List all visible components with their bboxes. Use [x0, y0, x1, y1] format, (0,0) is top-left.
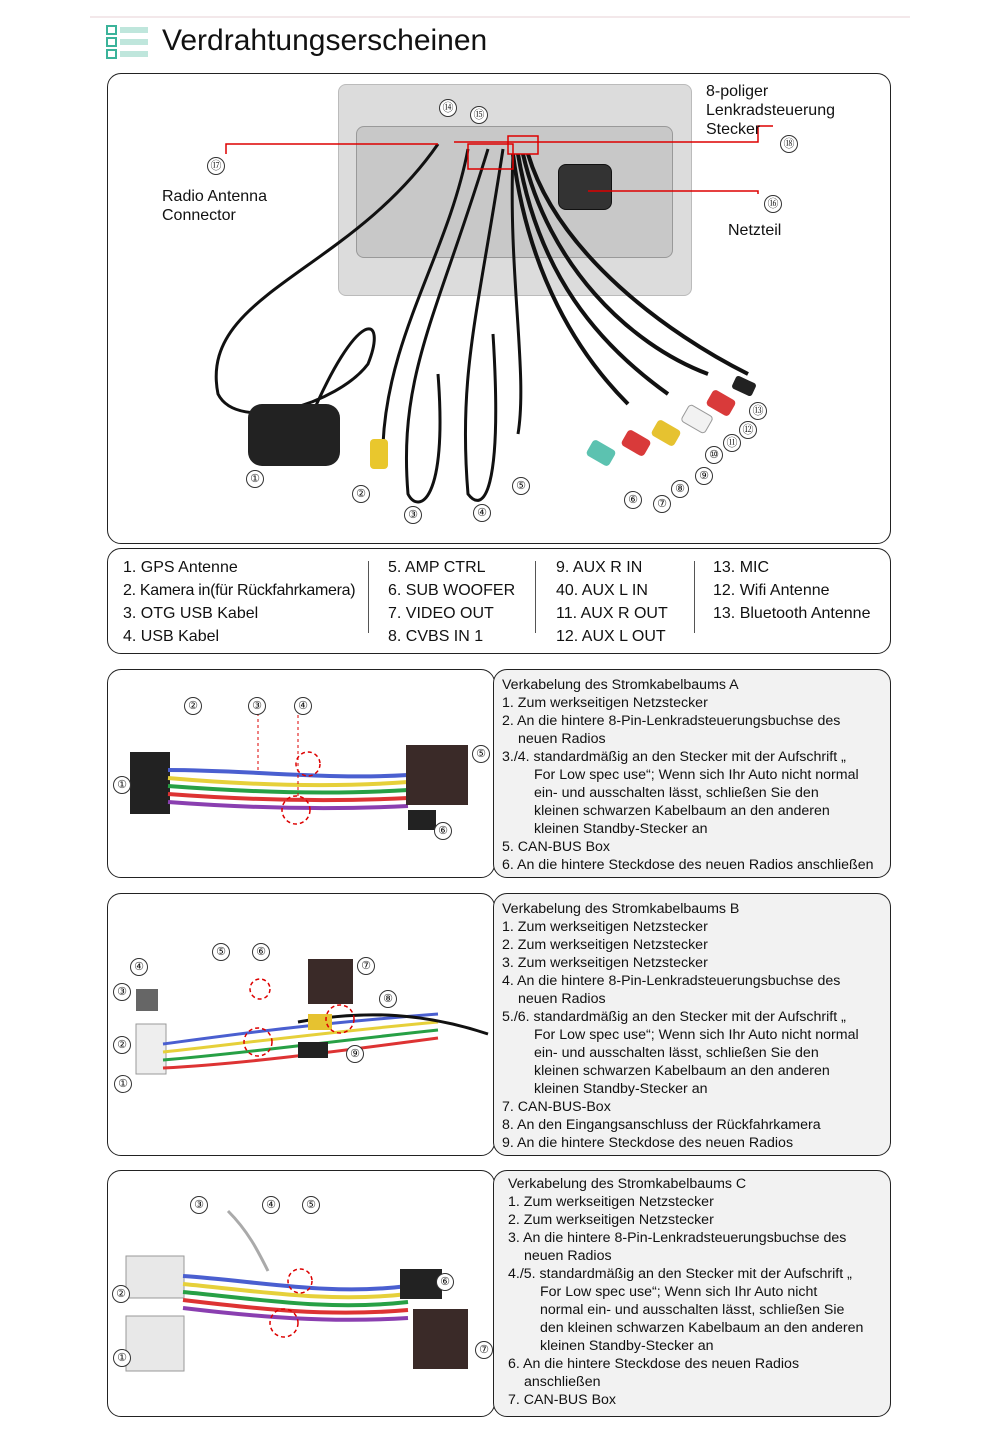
callout-11: ⑪: [723, 434, 741, 452]
harness-c-callout-5: ⑤: [302, 1196, 320, 1214]
harness-b-title: Verkabelung des Stromkabelbaums B: [502, 901, 740, 917]
callout-3: ③: [404, 506, 422, 524]
harness-b-line: 5./6. standardmäßig an den Stecker mit der Aufschrift „: [502, 1009, 846, 1025]
harness-b-image-panel: [107, 893, 495, 1156]
harness-c-line: 2. Zum werkseitigen Netzstecker: [508, 1212, 714, 1228]
legend-item: 12. Wifi Antenne: [713, 582, 830, 599]
callout-2: ②: [352, 485, 370, 503]
callout-7: ⑦: [653, 495, 671, 513]
harness-a-line: ein- und ausschalten lässt, schließen Sie den: [534, 785, 819, 801]
harness-c-description: [508, 1175, 863, 1409]
harness-c-line: normal ein- und ausschalten lässt, schließen Sie: [540, 1302, 845, 1318]
legend-divider: [535, 561, 536, 633]
label-radio-antenna: Radio Antenna Connector: [162, 188, 267, 224]
harness-c-callout-2: ②: [112, 1285, 130, 1303]
label-power: Netzteil: [728, 222, 782, 239]
list-icon: [106, 24, 150, 60]
harness-a-line: 3./4. standardmäßig an den Stecker mit der Aufschrift „: [502, 749, 846, 765]
harness-b-line: neuen Radios: [518, 991, 606, 1007]
legend-panel: [107, 548, 891, 654]
harness-c-callout-3: ③: [190, 1196, 208, 1214]
harness-a-callout-6: ⑥: [434, 822, 452, 840]
harness-a-callout-4: ④: [294, 697, 312, 715]
harness-b-callout-1: ①: [114, 1075, 132, 1093]
rca-plug-yellow: [370, 439, 388, 469]
harness-a-line: 5. CAN-BUS Box: [502, 839, 611, 855]
harness-c-line: For Low spec use“; Wenn sich Ihr Auto nicht: [540, 1284, 818, 1300]
harness-a-image-panel: [107, 669, 495, 878]
harness-c-line: 7. CAN-BUS Box: [508, 1392, 617, 1408]
callout-6: ⑥: [624, 491, 642, 509]
harness-b-line: kleinen schwarzen Kabelbaum an den anderen: [534, 1063, 830, 1079]
wiring-overview-panel: [107, 73, 891, 544]
harness-a-line: 1. Zum werkseitigen Netzstecker: [502, 695, 708, 711]
header-divider: [90, 16, 910, 18]
callout-14: ⑭: [439, 99, 457, 117]
callout-13: ⑬: [749, 402, 767, 420]
harness-b-callout-4: ④: [130, 958, 148, 976]
harness-c-callout-1: ①: [113, 1349, 131, 1367]
harness-b-callout-9: ⑨: [346, 1045, 364, 1063]
harness-a-callout-1: ①: [113, 776, 131, 794]
harness-a-callout-2: ②: [184, 697, 202, 715]
legend-item: 40. AUX L IN: [556, 582, 648, 599]
harness-a-title: Verkabelung des Stromkabelbaums A: [502, 677, 739, 693]
harness-c-callout-6: ⑥: [436, 1273, 454, 1291]
callout-18: ⑱: [780, 135, 798, 153]
harness-a-text-panel: [493, 669, 891, 878]
harness-a-line: kleinen schwarzen Kabelbaum an den anderen: [534, 803, 830, 819]
harness-b-callout-5: ⑤: [212, 943, 230, 961]
harness-c-line: kleinen Standby-Stecker an: [540, 1338, 714, 1354]
harness-b-line: 9. An die hintere Steckdose des neuen Radios: [502, 1135, 794, 1151]
harness-b-line: 8. An den Eingangsanschluss der Rückfahrkamera: [502, 1117, 821, 1133]
harness-b-text-panel: [493, 893, 891, 1156]
legend-item: 1. GPS Antenne: [123, 559, 238, 576]
harness-b-callout-6: ⑥: [252, 943, 270, 961]
gps-antenna-image: [248, 404, 340, 466]
harness-b-line: ein- und ausschalten lässt, schließen Sie den: [534, 1045, 819, 1061]
harness-b-line: 3. Zum werkseitigen Netzstecker: [502, 955, 708, 971]
callout-5: ⑤: [512, 477, 530, 495]
harness-b-line: 7. CAN-BUS-Box: [502, 1099, 611, 1115]
harness-b-line: 4. An die hintere 8-Pin-Lenkradsteuerungsbuchse des: [502, 973, 841, 989]
legend-item: 5. AMP CTRL: [388, 559, 486, 576]
harness-b-callout-3: ③: [113, 983, 131, 1001]
legend-divider: [368, 561, 369, 633]
callout-8: ⑧: [671, 480, 689, 498]
harness-b-drawing: [108, 894, 494, 1155]
harness-a-line: kleinen Standby-Stecker an: [534, 821, 708, 837]
harness-c-drawing: [108, 1171, 494, 1416]
harness-b-callout-8: ⑧: [379, 990, 397, 1008]
harness-a-callout-3: ③: [248, 697, 266, 715]
legend-item: 11. AUX R OUT: [556, 605, 668, 622]
harness-c-image-panel: [107, 1170, 495, 1417]
legend-item: 9. AUX R IN: [556, 559, 643, 576]
harness-b-line: 2. Zum werkseitigen Netzstecker: [502, 937, 708, 953]
harness-c-callout-4: ④: [262, 1196, 280, 1214]
harness-c-line: neuen Radios: [524, 1248, 612, 1264]
harness-c-line: 1. Zum werkseitigen Netzstecker: [508, 1194, 714, 1210]
legend-item: 13. MIC: [713, 559, 770, 576]
legend-item: 13. Bluetooth Antenne: [713, 605, 871, 622]
page-title: Verdrahtungserscheinen: [162, 24, 488, 57]
harness-a-line: neuen Radios: [518, 731, 606, 747]
legend-item: 2. Kamera in(für Rückfahrkamera): [123, 582, 356, 599]
legend-item: 6. SUB WOOFER: [388, 582, 516, 599]
harness-a-description: [502, 676, 874, 874]
harness-b-description: [502, 900, 859, 1152]
harness-a-callout-5: ⑤: [472, 745, 490, 763]
harness-c-callout-7: ⑦: [475, 1341, 493, 1359]
callout-4: ④: [473, 504, 491, 522]
callout-12: ⑫: [739, 421, 757, 439]
callout-10: ⑩: [705, 446, 723, 464]
harness-c-line: anschließen: [524, 1374, 601, 1390]
harness-c-line: 6. An die hintere Steckdose des neuen Radios: [508, 1356, 800, 1372]
callout-16: ⑯: [764, 195, 782, 213]
harness-b-callout-7: ⑦: [357, 957, 375, 975]
label-steering-connector: 8-poliger Lenkradsteuerung Stecker: [706, 83, 835, 138]
callout-15: ⑮: [470, 106, 488, 124]
harness-c-text-panel: [493, 1170, 891, 1417]
harness-c-line: 4./5. standardmäßig an den Stecker mit der Aufschrift „: [508, 1266, 852, 1282]
harness-b-line: kleinen Standby-Stecker an: [534, 1081, 708, 1097]
callout-17: ⑰: [207, 157, 225, 175]
harness-c-line: 3. An die hintere 8-Pin-Lenkradsteuerungsbuchse des: [508, 1230, 847, 1246]
legend-item: 12. AUX L OUT: [556, 628, 666, 645]
callout-9: ⑨: [695, 467, 713, 485]
legend-item: 8. CVBS IN 1: [388, 628, 484, 645]
legend-divider: [694, 561, 695, 633]
harness-a-line: 6. An die hintere Steckdose des neuen Radios anschließen: [502, 857, 874, 873]
legend-item: 3. OTG USB Kabel: [123, 605, 259, 622]
harness-b-line: 1. Zum werkseitigen Netzstecker: [502, 919, 708, 935]
harness-c-title: Verkabelung des Stromkabelbaums C: [508, 1176, 747, 1192]
callout-1: ①: [246, 470, 264, 488]
harness-a-line: For Low spec use“; Wenn sich Ihr Auto nicht normal: [534, 767, 859, 783]
harness-c-line: den kleinen schwarzen Kabelbaum an den anderen: [540, 1320, 864, 1336]
legend-item: 4. USB Kabel: [123, 628, 220, 645]
cable-drawing: [108, 74, 890, 543]
legend-item: 7. VIDEO OUT: [388, 605, 494, 622]
harness-a-line: 2. An die hintere 8-Pin-Lenkradsteuerungsbuchse des: [502, 713, 841, 729]
harness-b-callout-2: ②: [113, 1036, 131, 1054]
harness-b-line: For Low spec use“; Wenn sich Ihr Auto nicht normal: [534, 1027, 859, 1043]
